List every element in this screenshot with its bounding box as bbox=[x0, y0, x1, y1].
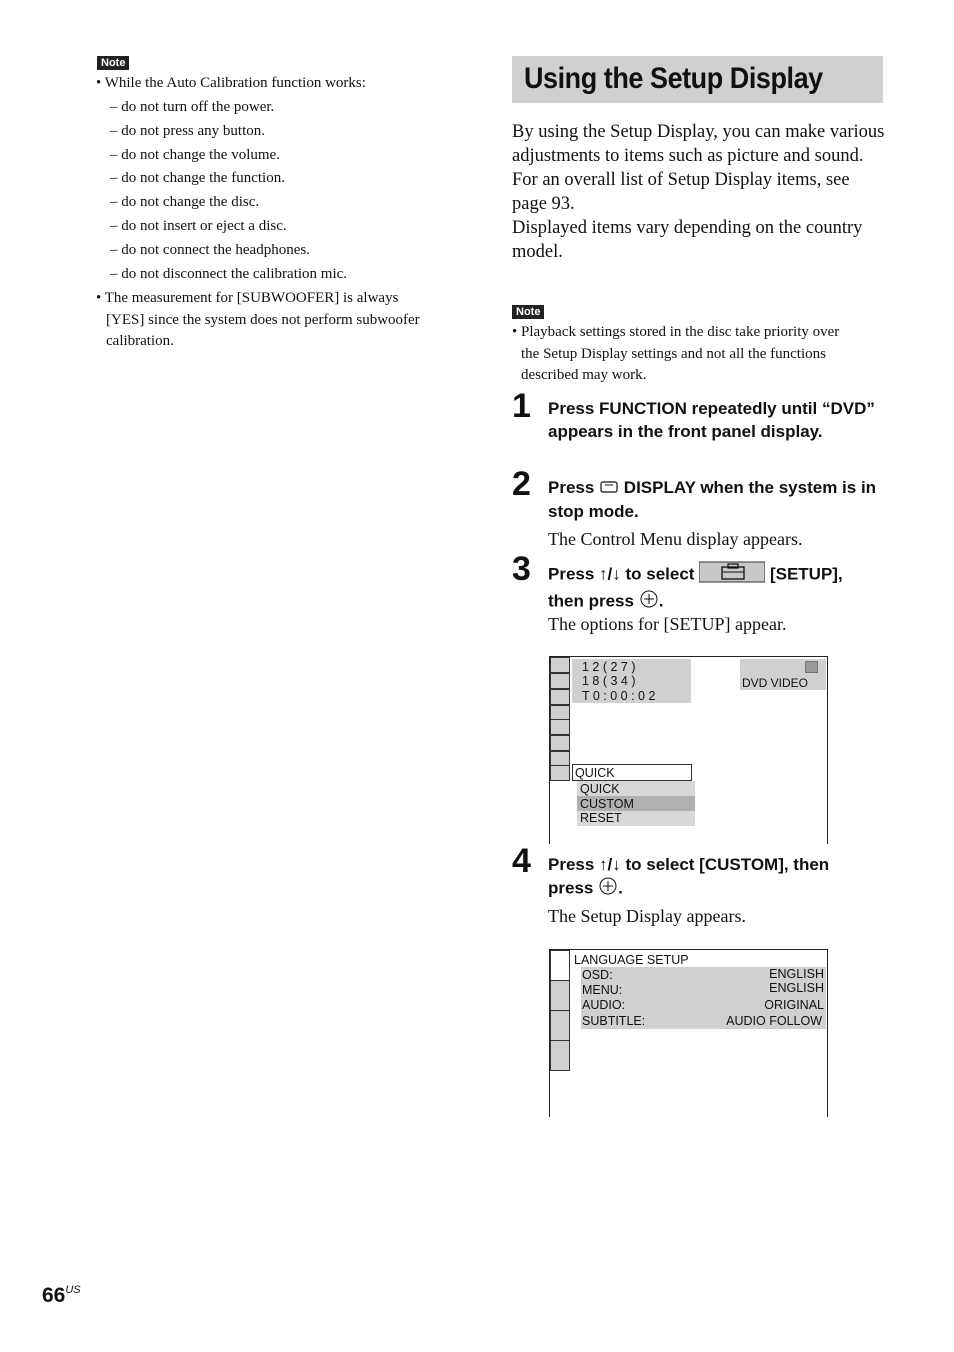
chapter-info: 1 2 ( 2 7 ) bbox=[582, 660, 636, 674]
title-bar bbox=[512, 56, 883, 103]
note-item: – do not insert or eject a disc. bbox=[110, 218, 287, 234]
step-instruction bbox=[548, 561, 888, 615]
step-text: . bbox=[618, 878, 623, 898]
step-number: 2 bbox=[512, 465, 531, 503]
page-title: Using the Setup Display bbox=[524, 62, 823, 95]
step-result: The Control Menu display appears. bbox=[548, 529, 803, 549]
note-line: the Setup Display settings and not all the functions bbox=[521, 345, 826, 362]
note-item: – do not change the volume. bbox=[110, 147, 280, 163]
note-bullet: • While the Auto Calibration function works: bbox=[96, 75, 366, 91]
setting-value[interactable]: ENGLISH bbox=[769, 967, 824, 981]
setting-value[interactable]: ENGLISH bbox=[769, 981, 824, 995]
note-tag: Note bbox=[512, 305, 544, 319]
intro-paragraph: Displayed items vary depending on the country model. bbox=[512, 218, 863, 262]
step-instruction bbox=[548, 853, 888, 902]
menu-icon-slot bbox=[550, 689, 570, 705]
step-number: 1 bbox=[512, 387, 531, 425]
enter-button-icon bbox=[639, 589, 659, 615]
step-text: DISPLAY when the system is in stop mode. bbox=[548, 478, 877, 522]
note-item: – do not connect the headphones. bbox=[110, 242, 310, 258]
display-button-icon bbox=[599, 477, 619, 500]
note-tag: Note bbox=[97, 56, 129, 70]
time-info: T 0 : 0 0 : 0 2 bbox=[582, 689, 656, 703]
setup-toolbox-icon bbox=[699, 561, 765, 589]
note-item: – do not change the function. bbox=[110, 170, 285, 186]
step-result: The Setup Display appears. bbox=[548, 906, 746, 926]
note-item: – do not turn off the power. bbox=[110, 99, 275, 115]
step-instruction: Press FUNCTION repeatedly until “DVD” appears in the front panel display. bbox=[548, 399, 875, 441]
status-indicator bbox=[805, 661, 818, 673]
option-item[interactable]: QUICK bbox=[580, 782, 620, 796]
note-item: – do not change the disc. bbox=[110, 194, 260, 210]
step-text: [SETUP], bbox=[769, 564, 843, 584]
intro-text bbox=[512, 120, 887, 264]
step-text: Press bbox=[548, 478, 595, 497]
setting-label: SUBTITLE: bbox=[582, 1014, 646, 1028]
menu-icon-slot bbox=[550, 765, 570, 781]
setting-value[interactable]: AUDIO FOLLOW bbox=[726, 1014, 822, 1028]
disc-type: DVD VIDEO bbox=[742, 676, 809, 690]
note-bullet: • The measurement for [SUBWOOFER] is always bbox=[96, 290, 399, 306]
menu-icon-slot bbox=[550, 735, 570, 751]
step-number: 3 bbox=[512, 550, 531, 588]
note-line: described may work. bbox=[521, 367, 647, 383]
menu-icon-slot bbox=[550, 980, 570, 1011]
step-number: 4 bbox=[512, 842, 531, 880]
menu-icon-slot bbox=[550, 673, 570, 689]
step-text: Press ↑/↓ to select [CUSTOM], then bbox=[548, 855, 830, 874]
selected-value: QUICK bbox=[575, 766, 615, 780]
option-item[interactable]: RESET bbox=[580, 811, 622, 825]
intro-paragraph: For an overall list of Setup Display items, see page 93. bbox=[512, 170, 850, 214]
page-number-value: 66 bbox=[42, 1284, 66, 1307]
step-instruction bbox=[548, 476, 888, 523]
step-text: then press bbox=[548, 591, 634, 611]
step-text: press bbox=[548, 878, 594, 898]
note-text bbox=[512, 322, 887, 387]
setting-value[interactable]: ORIGINAL bbox=[764, 998, 824, 1012]
note-bullet-cont: calibration. bbox=[106, 333, 174, 349]
page-number bbox=[42, 1284, 81, 1308]
setting-label: OSD: bbox=[582, 968, 613, 982]
step-result: The options for [SETUP] appear. bbox=[548, 614, 787, 634]
setup-options-screen bbox=[549, 656, 828, 844]
note-bullet-cont: [YES] since the system does not perform subwoofer bbox=[106, 312, 420, 328]
menu-icon-slot bbox=[550, 719, 570, 735]
track-info: 1 8 ( 3 4 ) bbox=[582, 674, 636, 688]
setting-label: AUDIO: bbox=[582, 998, 626, 1012]
intro-paragraph: By using the Setup Display, you can make various adjustments to items such as picture and sound. bbox=[512, 122, 885, 166]
menu-icon-slot bbox=[550, 657, 570, 673]
setting-label: MENU: bbox=[582, 983, 623, 997]
step-text: . bbox=[658, 591, 664, 611]
menu-icon-slot bbox=[550, 950, 570, 981]
step-text: Press ↑/↓ to select bbox=[548, 564, 695, 584]
option-item[interactable]: CUSTOM bbox=[580, 797, 634, 811]
note-line: • Playback settings stored in the disc take priority over bbox=[512, 324, 840, 340]
enter-button-icon bbox=[598, 876, 618, 902]
menu-icon-slot bbox=[550, 1040, 570, 1071]
page-number-suffix: US bbox=[65, 1284, 81, 1296]
note-item: – do not disconnect the calibration mic. bbox=[110, 266, 348, 282]
setup-display-screen bbox=[549, 949, 828, 1117]
menu-icon-slot bbox=[550, 1010, 570, 1041]
setup-header: LANGUAGE SETUP bbox=[574, 953, 689, 967]
note-item: – do not press any button. bbox=[110, 123, 265, 139]
